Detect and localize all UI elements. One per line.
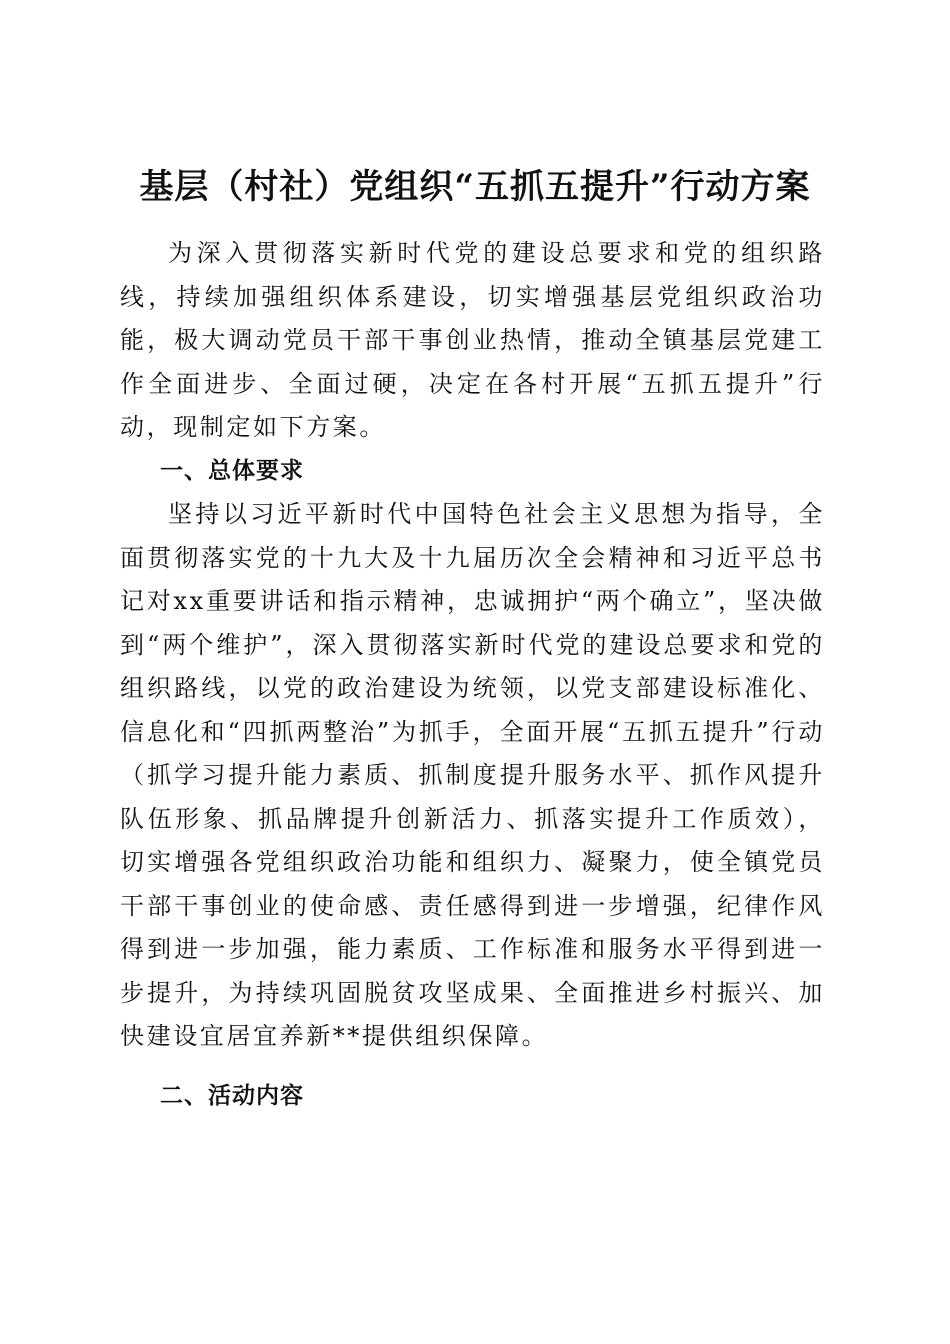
section-heading-activity-content: 二、活动内容 (160, 1082, 304, 1109)
intro-paragraph: 为深入贯彻落实新时代党的建设总要求和党的组织路线，持续加强组织体系建设，切实增强基层党组织政治功能，极大调动党员干部干事创业热情，推动全镇基层党建工作全面进步、全面过硬，决定在各村开展“五抓五提升”行动，现制定如下方案。 (120, 239, 825, 441)
general-requirements-paragraph: 坚持以习近平新时代中国特色社会主义思想为指导，全面贯彻落实党的十九大及十九届历次全会精神和习近平总书记对xx重要讲话和指示精神，忠诚拥护“两个确立”，坚决做到“两个维护”，深入贯彻落实新时代党的建设总要求和党的组织路线，以党的政治建设为统领，以党支部建设标准化、信息化和“四抓两整治”为抓手，全面开展“五抓五提升”行动（抓学习提升能力素质、抓制度提升服务水平、抓作风提升队伍形象、抓品牌提升创新活力、抓落实提升工作质效），切实增强各党组织政治功能和组织力、凝聚力，使全镇党员干部干事创业的使命感、责任感得到进一步增强，纪律作风得到进一步加强，能力素质、工作标准和服务水平得到进一步提升，为持续巩固脱贫攻坚成果、全面推进乡村振兴、加快建设宜居宜养新**提供组织保障。 (120, 500, 825, 1050)
section-heading-general-requirements: 一、总体要求 (160, 457, 304, 484)
document-body (120, 232, 825, 1118)
document-title: 基层（村社）党组织“五抓五提升”行动方案 (139, 166, 811, 207)
